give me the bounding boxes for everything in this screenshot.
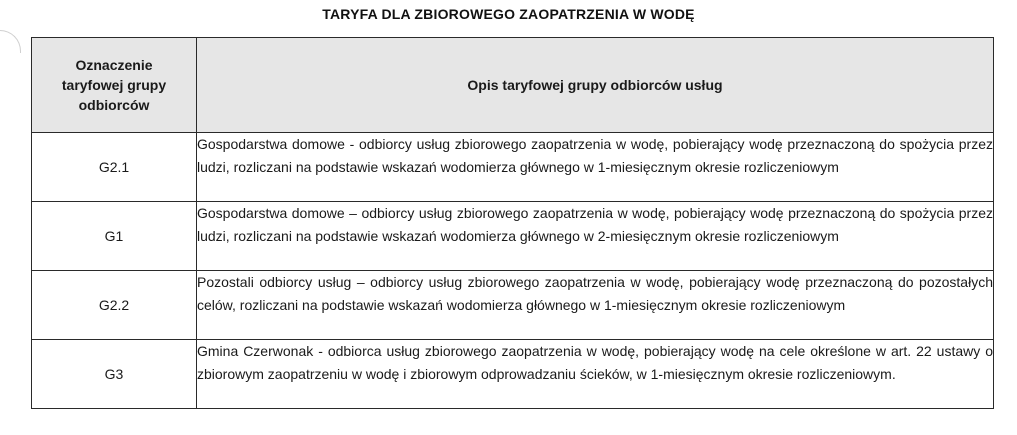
group-code-cell: G2.1 <box>32 133 197 202</box>
table-header-row <box>32 38 994 133</box>
page-title: TARYFA DLA ZBIOROWEGO ZAOPATRZENIA W WODĘ <box>322 6 695 22</box>
group-description-cell: Gospodarstwa domowe – odbiorcy usług zbiorowego zaopatrzenia w wodę, pobierający wodę przeznaczoną do spożycia przez ludzi, rozliczani na podstawie wskazań wodomierza głównego w 2-miesięcznym okresie rozliczeniowym <box>197 202 994 271</box>
table-row <box>32 271 994 340</box>
column-header-code <box>32 38 197 133</box>
group-code-cell: G3 <box>32 340 197 409</box>
tariff-table <box>31 37 994 409</box>
table-row <box>32 340 994 409</box>
table-row <box>32 133 994 202</box>
column-header-code-label: Oznaczenie taryfowej grupy odbiorców <box>61 57 167 113</box>
page-margin-mark <box>0 30 21 53</box>
group-code-cell: G1 <box>32 202 197 271</box>
group-description-cell: Gospodarstwa domowe - odbiorcy usług zbiorowego zaopatrzenia w wodę, pobierający wodę przeznaczoną do spożycia przez ludzi, rozliczani na podstawie wskazań wodomierza głównego w 1-miesięcznym okresie rozliczeniowym <box>197 133 994 202</box>
column-header-description: Opis taryfowej grupy odbiorców usług <box>197 38 994 133</box>
group-description-cell: Gmina Czerwonak - odbiorca usług zbiorowego zaopatrzenia w wodę, pobierający wodę na cele określone w art. 22 ustawy o zbiorowym zaopatrzeniu w wodę i zbiorowym odprowadzaniu ścieków, w 1-miesięcznym okresie rozliczeniowym. <box>197 340 994 409</box>
group-code-cell: G2.2 <box>32 271 197 340</box>
group-description-cell: Pozostali odbiorcy usług – odbiorcy usług zbiorowego zaopatrzenia w wodę, pobierający wodę przeznaczoną do pozostałych celów, rozliczani na podstawie wskazań wodomierza głównego w 1-miesięcznym okresie rozliczeniowym <box>197 271 994 340</box>
table-row <box>32 202 994 271</box>
